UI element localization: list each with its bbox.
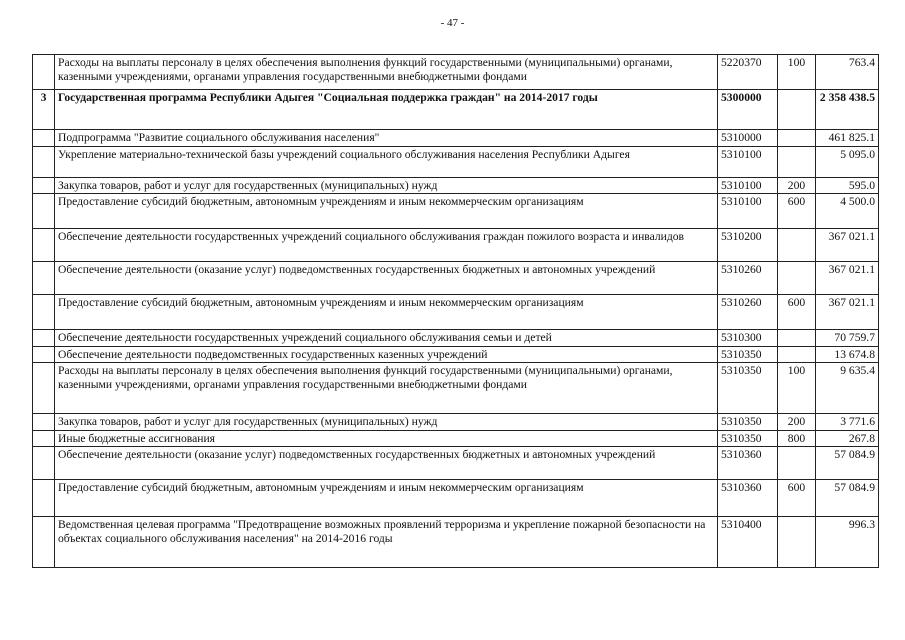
- table-row: [33, 517, 879, 568]
- table-row: [33, 130, 879, 147]
- row-sum: 9 635.4: [816, 363, 879, 414]
- row-expense-type: [778, 517, 816, 568]
- row-number: [33, 431, 55, 447]
- row-number: [33, 414, 55, 431]
- row-expense-type: 100: [778, 363, 816, 414]
- row-name: Обеспечение деятельности государственных учреждений социального обслуживания граждан пожилого возраста и инвалидов: [55, 229, 718, 262]
- row-code: 5310360: [718, 480, 778, 517]
- row-name: Расходы на выплаты персоналу в целях обеспечения выполнения функций государственными (муниципальными) органами, казенными учреждениями, органами управления государственными внебюджетными фондами: [55, 363, 718, 414]
- row-number: [33, 194, 55, 229]
- table-row: [33, 480, 879, 517]
- table-row: [33, 414, 879, 431]
- table-row: [33, 295, 879, 330]
- row-sum: 267.8: [816, 431, 879, 447]
- row-sum: 996.3: [816, 517, 879, 568]
- row-name: Обеспечение деятельности (оказание услуг) подведомственных государственных бюджетных и автономных учреждений: [55, 447, 718, 480]
- row-sum: 595.0: [816, 178, 879, 194]
- row-code: 5310000: [718, 130, 778, 147]
- row-number: 3: [33, 90, 55, 130]
- row-code: 5310350: [718, 347, 778, 363]
- page-number: - 47 -: [440, 17, 465, 29]
- row-name: Ведомственная целевая программа "Предотвращение возможных проявлений терроризма и укрепление пожарной безопасности на объектах социального обслуживания населения" на 2014-2016 годы: [55, 517, 718, 568]
- row-code: 5310260: [718, 295, 778, 330]
- row-expense-type: 600: [778, 194, 816, 229]
- row-name: Иные бюджетные ассигнования: [55, 431, 718, 447]
- row-name: Закупка товаров, работ и услуг для государственных (муниципальных) нужд: [55, 414, 718, 431]
- row-number: [33, 55, 55, 90]
- row-sum: 367 021.1: [816, 295, 879, 330]
- row-sum: 70 759.7: [816, 330, 879, 347]
- row-expense-type: [778, 262, 816, 295]
- row-expense-type: [778, 130, 816, 147]
- row-code: 5310350: [718, 363, 778, 414]
- row-name: Укрепление материально-технической базы учреждений социального обслуживания населения Республики Адыгея: [55, 147, 718, 178]
- row-name: Расходы на выплаты персоналу в целях обеспечения выполнения функций государственными (муниципальными) органами, казенными учреждениями, органами управления государственными внебюджетными фондами: [55, 55, 718, 90]
- table-row: [33, 447, 879, 480]
- row-name: Предоставление субсидий бюджетным, автономным учреждениям и иным некоммерческим организациям: [55, 295, 718, 330]
- table-row: [33, 147, 879, 178]
- table-row: [33, 178, 879, 194]
- row-expense-type: 100: [778, 55, 816, 90]
- row-code: 5220370: [718, 55, 778, 90]
- row-name: Государственная программа Республики Адыгея "Социальная поддержка граждан" на 2014-2017 годы: [55, 90, 718, 130]
- table-row: [33, 262, 879, 295]
- row-code: 5300000: [718, 90, 778, 130]
- row-name: Предоставление субсидий бюджетным, автономным учреждениям и иным некоммерческим организациям: [55, 194, 718, 229]
- row-number: [33, 480, 55, 517]
- row-sum: 13 674.8: [816, 347, 879, 363]
- row-code: 5310400: [718, 517, 778, 568]
- row-code: 5310360: [718, 447, 778, 480]
- row-expense-type: 600: [778, 295, 816, 330]
- row-name: Закупка товаров, работ и услуг для государственных (муниципальных) нужд: [55, 178, 718, 194]
- row-expense-type: [778, 147, 816, 178]
- row-name: Обеспечение деятельности подведомственных государственных казенных учреждений: [55, 347, 718, 363]
- row-number: [33, 229, 55, 262]
- row-expense-type: [778, 90, 816, 130]
- row-code: 5310100: [718, 194, 778, 229]
- row-number: [33, 347, 55, 363]
- row-code: 5310300: [718, 330, 778, 347]
- row-number: [33, 262, 55, 295]
- budget-table-body: [33, 55, 879, 568]
- row-code: 5310260: [718, 262, 778, 295]
- row-number: [33, 147, 55, 178]
- row-sum: 4 500.0: [816, 194, 879, 229]
- row-expense-type: [778, 229, 816, 262]
- row-name: Обеспечение деятельности (оказание услуг) подведомственных государственных бюджетных и автономных учреждений: [55, 262, 718, 295]
- table-row: [33, 194, 879, 229]
- row-code: 5310200: [718, 229, 778, 262]
- table-row: [33, 363, 879, 414]
- row-sum: 2 358 438.5: [816, 90, 879, 130]
- table-row: [33, 90, 879, 130]
- row-sum: 763.4: [816, 55, 879, 90]
- row-sum: 367 021.1: [816, 229, 879, 262]
- row-number: [33, 363, 55, 414]
- row-sum: 367 021.1: [816, 262, 879, 295]
- row-expense-type: 200: [778, 178, 816, 194]
- row-number: [33, 178, 55, 194]
- row-code: 5310100: [718, 147, 778, 178]
- row-code: 5310100: [718, 178, 778, 194]
- row-expense-type: [778, 447, 816, 480]
- table-row: [33, 431, 879, 447]
- table-row: [33, 330, 879, 347]
- row-code: 5310350: [718, 431, 778, 447]
- row-expense-type: [778, 330, 816, 347]
- row-expense-type: 800: [778, 431, 816, 447]
- row-sum: 461 825.1: [816, 130, 879, 147]
- row-name: Обеспечение деятельности государственных учреждений социального обслуживания семьи и детей: [55, 330, 718, 347]
- row-expense-type: 200: [778, 414, 816, 431]
- table-row: [33, 347, 879, 363]
- table-row: [33, 229, 879, 262]
- budget-table: [32, 54, 879, 568]
- row-sum: 5 095.0: [816, 147, 879, 178]
- row-number: [33, 130, 55, 147]
- row-sum: 3 771.6: [816, 414, 879, 431]
- row-number: [33, 517, 55, 568]
- row-sum: 57 084.9: [816, 480, 879, 517]
- row-sum: 57 084.9: [816, 447, 879, 480]
- row-expense-type: 600: [778, 480, 816, 517]
- row-number: [33, 447, 55, 480]
- row-number: [33, 330, 55, 347]
- row-expense-type: [778, 347, 816, 363]
- row-code: 5310350: [718, 414, 778, 431]
- row-name: Предоставление субсидий бюджетным, автономным учреждениям и иным некоммерческим организациям: [55, 480, 718, 517]
- row-name: Подпрограмма "Развитие социального обслуживания населения": [55, 130, 718, 147]
- row-number: [33, 295, 55, 330]
- table-row: [33, 55, 879, 90]
